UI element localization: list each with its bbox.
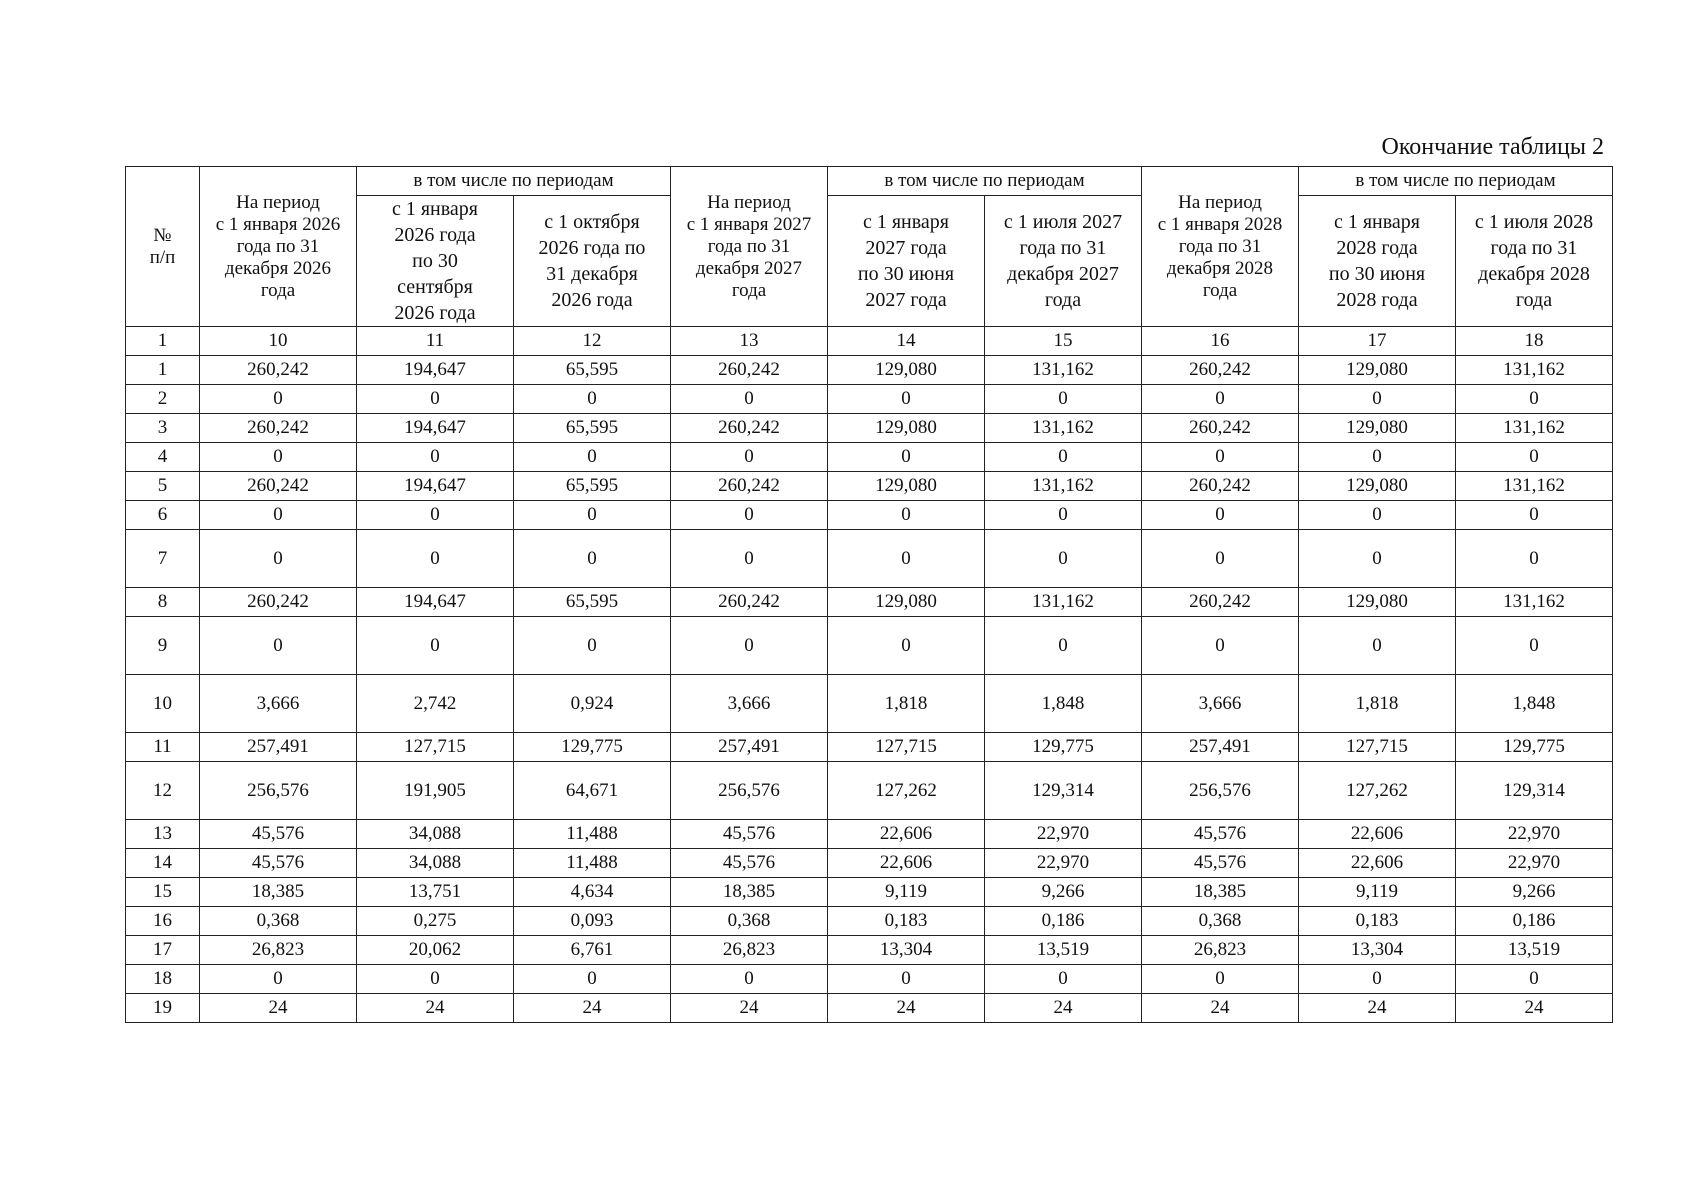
value-cell: 0,368 [200,907,357,936]
value-cell: 24 [671,994,828,1023]
value-cell: 256,576 [1142,762,1299,820]
value-cell: 0 [1456,965,1613,994]
header-group-2028: в том числе по периодам [1299,167,1613,196]
value-cell: 0 [985,443,1142,472]
table-row [126,443,1613,472]
header-sub-2027-h1: с 1 января 2027 года по 30 июня 2027 года [828,196,985,327]
value-cell: 0 [828,443,985,472]
value-cell: 1,848 [985,675,1142,733]
value-cell: 24 [357,994,514,1023]
value-cell: 257,491 [200,733,357,762]
value-cell: 0,186 [1456,907,1613,936]
table-row [126,936,1613,965]
row-number-cell: 8 [126,588,200,617]
value-cell: 9,119 [828,878,985,907]
value-cell: 0 [514,965,671,994]
value-cell: 0,183 [1299,907,1456,936]
value-cell: 24 [200,994,357,1023]
value-cell: 129,080 [1299,588,1456,617]
value-cell: 22,970 [1456,849,1613,878]
value-cell: 0 [1456,501,1613,530]
value-cell: 131,162 [985,414,1142,443]
table-row [126,820,1613,849]
value-cell: 20,062 [357,936,514,965]
table-row [126,385,1613,414]
value-cell: 0 [1299,385,1456,414]
row-number-cell: 17 [126,936,200,965]
value-cell: 191,905 [357,762,514,820]
table-row [126,617,1613,675]
value-cell: 256,576 [671,762,828,820]
row-number-cell: 14 [126,849,200,878]
column-number: 11 [357,327,514,356]
value-cell: 127,262 [828,762,985,820]
value-cell: 0 [1456,617,1613,675]
value-cell: 0 [985,617,1142,675]
column-number: 18 [1456,327,1613,356]
value-cell: 129,314 [985,762,1142,820]
table-row [126,530,1613,588]
value-cell: 0 [357,501,514,530]
value-cell: 24 [1456,994,1613,1023]
value-cell: 22,606 [828,820,985,849]
header-np: № п/п [126,167,200,327]
value-cell: 13,519 [1456,936,1613,965]
value-cell: 0,186 [985,907,1142,936]
value-cell: 0 [671,385,828,414]
value-cell: 0 [200,530,357,588]
value-cell: 13,304 [1299,936,1456,965]
value-cell: 0 [985,965,1142,994]
value-cell: 194,647 [357,414,514,443]
value-cell: 34,088 [357,820,514,849]
value-cell: 22,606 [828,849,985,878]
value-cell: 260,242 [200,472,357,501]
value-cell: 65,595 [514,472,671,501]
value-cell: 0 [200,965,357,994]
value-cell: 260,242 [671,414,828,443]
value-cell: 127,262 [1299,762,1456,820]
value-cell: 127,715 [357,733,514,762]
table-row [126,356,1613,385]
value-cell: 45,576 [671,849,828,878]
table-row [126,965,1613,994]
header-row-top [126,167,1613,196]
header-sub-2026-q4: с 1 октября 2026 года по 31 декабря 2026 года [514,196,671,327]
value-cell: 0 [514,443,671,472]
value-cell: 0 [1299,530,1456,588]
value-cell: 6,761 [514,936,671,965]
table-row [126,733,1613,762]
table-row [126,762,1613,820]
value-cell: 260,242 [200,588,357,617]
value-cell: 22,606 [1299,849,1456,878]
value-cell: 11,488 [514,849,671,878]
table-row [126,907,1613,936]
column-number: 13 [671,327,828,356]
value-cell: 0 [1142,385,1299,414]
value-cell: 0 [357,617,514,675]
row-number-cell: 4 [126,443,200,472]
value-cell: 129,775 [514,733,671,762]
value-cell: 0 [357,530,514,588]
value-cell: 0,275 [357,907,514,936]
value-cell: 0,924 [514,675,671,733]
value-cell: 129,314 [1456,762,1613,820]
value-cell: 65,595 [514,588,671,617]
value-cell: 1,818 [1299,675,1456,733]
value-cell: 0 [200,617,357,675]
row-number-cell: 16 [126,907,200,936]
row-number-cell: 15 [126,878,200,907]
value-cell: 260,242 [671,472,828,501]
row-number-cell: 12 [126,762,200,820]
value-cell: 3,666 [1142,675,1299,733]
value-cell: 131,162 [1456,472,1613,501]
column-number: 14 [828,327,985,356]
value-cell: 34,088 [357,849,514,878]
header-sub-2027-h2: с 1 июля 2027 года по 31 декабря 2027 года [985,196,1142,327]
value-cell: 194,647 [357,472,514,501]
value-cell: 0 [200,385,357,414]
row-number-cell: 9 [126,617,200,675]
column-number: 10 [200,327,357,356]
value-cell: 260,242 [671,356,828,385]
value-cell: 0 [514,617,671,675]
value-cell: 22,970 [985,820,1142,849]
value-cell: 0 [828,530,985,588]
row-number-cell: 10 [126,675,200,733]
value-cell: 45,576 [200,820,357,849]
value-cell: 22,970 [1456,820,1613,849]
value-cell: 0 [200,501,357,530]
value-cell: 22,970 [985,849,1142,878]
value-cell: 24 [1299,994,1456,1023]
value-cell: 65,595 [514,356,671,385]
value-cell: 260,242 [200,356,357,385]
value-cell: 131,162 [1456,588,1613,617]
value-cell: 18,385 [200,878,357,907]
header-period-2027: На период с 1 января 2027 года по 31 декабря 2027 года [671,167,828,327]
value-cell: 194,647 [357,588,514,617]
column-number: 1 [126,327,200,356]
table-row [126,849,1613,878]
value-cell: 131,162 [985,472,1142,501]
row-number-cell: 11 [126,733,200,762]
value-cell: 0 [671,501,828,530]
value-cell: 26,823 [200,936,357,965]
table-row [126,414,1613,443]
value-cell: 260,242 [1142,588,1299,617]
value-cell: 0 [1142,530,1299,588]
row-number-cell: 2 [126,385,200,414]
row-number-cell: 5 [126,472,200,501]
value-cell: 0 [671,443,828,472]
value-cell: 1,818 [828,675,985,733]
value-cell: 45,576 [1142,849,1299,878]
value-cell: 11,488 [514,820,671,849]
value-cell: 18,385 [671,878,828,907]
value-cell: 0 [1299,617,1456,675]
value-cell: 129,080 [828,588,985,617]
value-cell: 26,823 [1142,936,1299,965]
row-number-cell: 3 [126,414,200,443]
column-number: 16 [1142,327,1299,356]
value-cell: 0,093 [514,907,671,936]
column-number-row [126,327,1613,356]
value-cell: 0 [985,385,1142,414]
table-row [126,675,1613,733]
value-cell: 129,775 [985,733,1142,762]
value-cell: 131,162 [985,356,1142,385]
value-cell: 260,242 [1142,472,1299,501]
value-cell: 260,242 [1142,414,1299,443]
data-table [125,166,1613,1023]
column-number: 12 [514,327,671,356]
value-cell: 0 [514,501,671,530]
value-cell: 45,576 [671,820,828,849]
row-number-cell: 6 [126,501,200,530]
value-cell: 24 [985,994,1142,1023]
value-cell: 26,823 [671,936,828,965]
value-cell: 0,368 [1142,907,1299,936]
header-group-2027: в том числе по периодам [828,167,1142,196]
value-cell: 24 [1142,994,1299,1023]
value-cell: 24 [514,994,671,1023]
value-cell: 129,080 [828,414,985,443]
row-number-cell: 7 [126,530,200,588]
value-cell: 45,576 [200,849,357,878]
value-cell: 256,576 [200,762,357,820]
value-cell: 4,634 [514,878,671,907]
value-cell: 1,848 [1456,675,1613,733]
value-cell: 9,266 [1456,878,1613,907]
value-cell: 129,080 [828,356,985,385]
value-cell: 0 [671,530,828,588]
value-cell: 127,715 [1299,733,1456,762]
column-number: 15 [985,327,1142,356]
value-cell: 0 [1142,501,1299,530]
value-cell: 0 [357,965,514,994]
value-cell: 129,080 [1299,356,1456,385]
value-cell: 0 [357,385,514,414]
value-cell: 0 [1456,385,1613,414]
header-sub-2028-h1: с 1 января 2028 года по 30 июня 2028 года [1299,196,1456,327]
table-row [126,588,1613,617]
row-number-cell: 13 [126,820,200,849]
header-period-2028: На период с 1 января 2028 года по 31 декабря 2028 года [1142,167,1299,327]
value-cell: 9,119 [1299,878,1456,907]
row-number-cell: 18 [126,965,200,994]
value-cell: 45,576 [1142,820,1299,849]
value-cell: 22,606 [1299,820,1456,849]
value-cell: 0 [1142,443,1299,472]
value-cell: 260,242 [1142,356,1299,385]
value-cell: 0 [1142,965,1299,994]
value-cell: 0,368 [671,907,828,936]
value-cell: 64,671 [514,762,671,820]
value-cell: 18,385 [1142,878,1299,907]
value-cell: 260,242 [200,414,357,443]
value-cell: 260,242 [671,588,828,617]
value-cell: 0 [671,617,828,675]
table-row [126,501,1613,530]
value-cell: 0 [828,965,985,994]
value-cell: 0 [357,443,514,472]
row-number-cell: 1 [126,356,200,385]
table-row [126,878,1613,907]
table-body [126,167,1613,1023]
value-cell: 0 [828,617,985,675]
value-cell: 0 [985,530,1142,588]
value-cell: 127,715 [828,733,985,762]
table-row [126,472,1613,501]
value-cell: 0 [985,501,1142,530]
header-period-2026: На период с 1 января 2026 года по 31 декабря 2026 года [200,167,357,327]
value-cell: 0 [1299,965,1456,994]
value-cell: 194,647 [357,356,514,385]
value-cell: 129,080 [1299,472,1456,501]
value-cell: 131,162 [1456,414,1613,443]
value-cell: 257,491 [671,733,828,762]
value-cell: 0,183 [828,907,985,936]
value-cell: 0 [1299,443,1456,472]
value-cell: 2,742 [357,675,514,733]
value-cell: 0 [514,385,671,414]
value-cell: 13,519 [985,936,1142,965]
value-cell: 0 [1456,443,1613,472]
header-sub-2028-h2: с 1 июля 2028 года по 31 декабря 2028 года [1456,196,1613,327]
value-cell: 0 [828,385,985,414]
value-cell: 65,595 [514,414,671,443]
row-number-cell: 19 [126,994,200,1023]
value-cell: 0 [1142,617,1299,675]
value-cell: 3,666 [671,675,828,733]
value-cell: 13,751 [357,878,514,907]
value-cell: 257,491 [1142,733,1299,762]
value-cell: 129,775 [1456,733,1613,762]
value-cell: 0 [514,530,671,588]
value-cell: 0 [1456,530,1613,588]
header-group-2026: в том числе по периодам [357,167,671,196]
value-cell: 129,080 [828,472,985,501]
table-caption: Окончание таблицы 2 [1381,134,1604,160]
value-cell: 131,162 [1456,356,1613,385]
value-cell: 131,162 [985,588,1142,617]
value-cell: 3,666 [200,675,357,733]
table-row [126,994,1613,1023]
column-number: 17 [1299,327,1456,356]
value-cell: 0 [828,501,985,530]
value-cell: 0 [200,443,357,472]
value-cell: 0 [671,965,828,994]
value-cell: 13,304 [828,936,985,965]
value-cell: 129,080 [1299,414,1456,443]
value-cell: 0 [1299,501,1456,530]
header-sub-2026-q1q3: с 1 января 2026 года по 30 сентября 2026 года [357,196,514,327]
value-cell: 24 [828,994,985,1023]
value-cell: 9,266 [985,878,1142,907]
